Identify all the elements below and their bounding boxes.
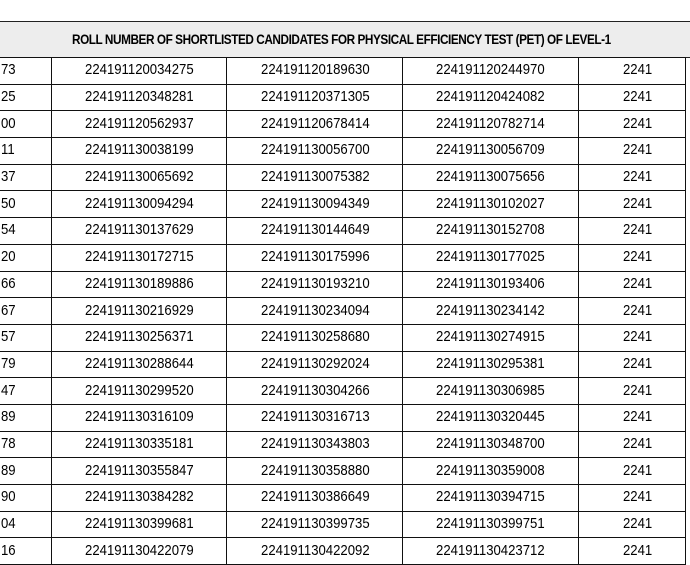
roll-number-cell xyxy=(227,164,403,191)
roll-number-cell xyxy=(227,404,403,431)
roll-number-cell xyxy=(0,111,52,138)
roll-number-text: 224191120244970 xyxy=(436,62,545,79)
roll-number-cell xyxy=(403,324,578,351)
roll-number-text: 20 xyxy=(1,249,16,266)
roll-number-cell xyxy=(403,351,578,378)
roll-number-text: 25 xyxy=(1,89,16,106)
roll-number-cell xyxy=(52,485,227,512)
table-row xyxy=(0,458,686,485)
roll-number-cell xyxy=(578,538,685,565)
roll-number-cell xyxy=(227,271,403,298)
roll-number-cell xyxy=(52,271,227,298)
roll-number-text: 50 xyxy=(1,195,16,212)
roll-number-text: 2241 xyxy=(622,302,652,319)
roll-number-text: 47 xyxy=(1,382,16,399)
roll-number-cell xyxy=(227,351,403,378)
table-row xyxy=(0,218,686,245)
table-row xyxy=(0,58,686,85)
roll-number-text: 224191130137629 xyxy=(85,222,194,239)
roll-number-cell xyxy=(0,538,52,565)
roll-number-text: 73 xyxy=(1,62,16,79)
roll-number-text: 224191130216929 xyxy=(85,302,194,319)
roll-number-text: 224191130193210 xyxy=(260,275,370,292)
roll-number-cell xyxy=(403,191,578,218)
roll-number-cell xyxy=(52,138,227,165)
roll-number-text: 224191130399735 xyxy=(260,516,370,533)
roll-number-cell xyxy=(227,298,403,325)
roll-number-cell xyxy=(578,404,685,431)
roll-number-cell xyxy=(403,244,578,271)
roll-number-text: 224191130175996 xyxy=(260,249,370,266)
roll-number-cell xyxy=(0,271,52,298)
roll-number-cell xyxy=(578,431,685,458)
roll-number-text: 2241 xyxy=(622,89,652,106)
roll-number-cell xyxy=(52,298,227,325)
roll-number-text: 224191130256371 xyxy=(85,329,194,346)
roll-number-text: 224191130316713 xyxy=(260,409,370,426)
roll-number-text: 224191130292024 xyxy=(260,355,370,372)
roll-number-text: 2241 xyxy=(622,435,652,452)
table-row xyxy=(0,271,686,298)
roll-number-text: 2241 xyxy=(622,462,652,479)
roll-number-text: 224191120782714 xyxy=(436,115,545,132)
roll-number-text: 224191130288644 xyxy=(85,355,194,372)
roll-number-text: 2241 xyxy=(622,142,652,159)
roll-number-text: 2241 xyxy=(622,329,652,346)
roll-number-text: 224191130094294 xyxy=(85,195,194,212)
roll-number-text: 224191120348281 xyxy=(85,89,194,106)
table-row xyxy=(0,511,686,538)
roll-number-text: 2241 xyxy=(622,115,652,132)
roll-number-cell xyxy=(52,351,227,378)
roll-number-cell xyxy=(52,404,227,431)
roll-number-cell xyxy=(227,511,403,538)
roll-number-cell xyxy=(578,58,685,85)
roll-number-cell xyxy=(0,298,52,325)
roll-number-cell xyxy=(52,458,227,485)
roll-number-cell xyxy=(52,511,227,538)
roll-number-cell xyxy=(403,164,578,191)
roll-number-text: 224191130304266 xyxy=(260,382,370,399)
table-row xyxy=(0,431,686,458)
roll-number-text: 224191130075382 xyxy=(260,169,370,186)
roll-number-text: 224191130234142 xyxy=(436,302,545,319)
roll-number-text: 2241 xyxy=(622,355,652,372)
table-row xyxy=(0,138,686,165)
roll-number-cell xyxy=(227,218,403,245)
roll-number-text: 67 xyxy=(1,302,16,319)
roll-number-cell xyxy=(403,218,578,245)
roll-number-text: 2241 xyxy=(622,489,652,506)
roll-number-cell xyxy=(52,538,227,565)
roll-number-text: 224191130384282 xyxy=(85,489,194,506)
roll-number-text: 11 xyxy=(1,142,15,159)
roll-number-text: 224191130177025 xyxy=(436,249,545,266)
roll-number-cell xyxy=(52,58,227,85)
roll-number-text: 2241 xyxy=(622,382,652,399)
roll-number-text: 224191130320445 xyxy=(436,409,545,426)
roll-number-cell xyxy=(0,485,52,512)
roll-number-text: 224191130152708 xyxy=(436,222,545,239)
roll-number-cell xyxy=(0,458,52,485)
roll-number-text: 66 xyxy=(1,275,16,292)
roll-number-text: 224191130258680 xyxy=(260,329,370,346)
roll-number-cell xyxy=(578,271,685,298)
roll-number-cell xyxy=(227,111,403,138)
roll-number-table xyxy=(0,57,686,565)
roll-number-text: 224191130343803 xyxy=(260,435,370,452)
roll-number-cell xyxy=(403,458,578,485)
roll-number-cell xyxy=(403,538,578,565)
roll-number-text: 2241 xyxy=(622,249,652,266)
roll-number-text: 224191130355847 xyxy=(85,462,194,479)
roll-number-cell xyxy=(0,431,52,458)
roll-number-text: 224191130038199 xyxy=(85,142,194,159)
roll-number-text: 224191120371305 xyxy=(260,89,370,106)
table-row xyxy=(0,84,686,111)
roll-number-cell xyxy=(578,111,685,138)
roll-number-text: 224191130274915 xyxy=(436,329,545,346)
roll-number-cell xyxy=(403,271,578,298)
roll-number-text: 224191130335181 xyxy=(85,435,194,452)
roll-number-cell xyxy=(0,164,52,191)
roll-number-cell xyxy=(578,378,685,405)
roll-number-cell xyxy=(52,218,227,245)
roll-number-cell xyxy=(227,485,403,512)
roll-number-cell xyxy=(227,458,403,485)
roll-number-text: 224191130075656 xyxy=(436,169,545,186)
table-header xyxy=(0,21,690,58)
roll-number-cell xyxy=(0,404,52,431)
roll-number-cell xyxy=(403,485,578,512)
roll-number-cell xyxy=(578,458,685,485)
roll-number-cell xyxy=(0,218,52,245)
roll-number-text: 224191120562937 xyxy=(85,115,194,132)
roll-number-cell xyxy=(403,404,578,431)
roll-number-cell xyxy=(0,58,52,85)
table-row xyxy=(0,378,686,405)
roll-number-text: 54 xyxy=(1,222,16,239)
roll-number-cell xyxy=(227,138,403,165)
roll-number-text: 224191130422079 xyxy=(85,542,194,559)
roll-number-cell xyxy=(578,351,685,378)
roll-number-text: 2241 xyxy=(622,62,652,79)
roll-number-text: 224191130399751 xyxy=(436,516,545,533)
table-row xyxy=(0,164,686,191)
roll-number-text: 2241 xyxy=(622,275,652,292)
roll-number-text: 224191130234094 xyxy=(260,302,370,319)
roll-number-text: 224191130399681 xyxy=(85,516,194,533)
roll-number-text: 224191120034275 xyxy=(85,62,194,79)
table-row xyxy=(0,404,686,431)
roll-number-text: 224191120678414 xyxy=(260,115,370,132)
roll-number-text: 224191130386649 xyxy=(260,489,370,506)
roll-number-text: 89 xyxy=(1,462,16,479)
table-row xyxy=(0,111,686,138)
roll-number-text: 224191130102027 xyxy=(436,195,545,212)
roll-number-cell xyxy=(52,244,227,271)
roll-number-cell xyxy=(227,191,403,218)
roll-number-cell xyxy=(0,244,52,271)
roll-number-cell xyxy=(578,244,685,271)
table-row xyxy=(0,351,686,378)
roll-number-cell xyxy=(0,351,52,378)
roll-number-cell xyxy=(403,138,578,165)
table-row xyxy=(0,298,686,325)
roll-number-cell xyxy=(227,324,403,351)
roll-number-cell xyxy=(52,84,227,111)
roll-number-text: 224191130094349 xyxy=(260,195,370,212)
roll-number-text: 224191130065692 xyxy=(85,169,194,186)
roll-number-cell xyxy=(403,511,578,538)
roll-number-cell xyxy=(403,298,578,325)
roll-number-text: 224191120189630 xyxy=(260,62,370,79)
table-row xyxy=(0,324,686,351)
roll-number-text: 2241 xyxy=(622,222,652,239)
roll-number-cell xyxy=(227,84,403,111)
roll-number-cell xyxy=(578,511,685,538)
roll-number-cell xyxy=(52,111,227,138)
roll-number-text: 224191130422092 xyxy=(260,542,370,559)
roll-number-text: 04 xyxy=(1,516,16,533)
roll-number-cell xyxy=(578,84,685,111)
roll-number-cell xyxy=(227,538,403,565)
roll-number-cell xyxy=(578,191,685,218)
roll-number-text: 224191130056700 xyxy=(260,142,370,159)
roll-number-cell xyxy=(227,378,403,405)
roll-number-cell xyxy=(52,431,227,458)
roll-number-cell xyxy=(0,378,52,405)
roll-number-text: 224191130358880 xyxy=(260,462,370,479)
roll-number-text: 224191130394715 xyxy=(436,489,545,506)
roll-number-cell xyxy=(578,164,685,191)
roll-number-text: 89 xyxy=(1,409,16,426)
roll-number-cell xyxy=(0,138,52,165)
roll-number-text: 00 xyxy=(1,115,16,132)
roll-number-cell xyxy=(578,218,685,245)
roll-number-text: 224191130423712 xyxy=(436,542,545,559)
roll-number-text: 224191130193406 xyxy=(436,275,545,292)
roll-number-text: 2241 xyxy=(622,169,652,186)
roll-number-cell xyxy=(578,485,685,512)
roll-number-cell xyxy=(403,431,578,458)
roll-number-cell xyxy=(52,378,227,405)
roll-number-cell xyxy=(52,191,227,218)
table-row xyxy=(0,485,686,512)
roll-number-text: 224191130172715 xyxy=(85,249,194,266)
roll-number-cell xyxy=(227,431,403,458)
roll-number-cell xyxy=(227,58,403,85)
roll-number-text: 224191120424082 xyxy=(436,89,545,106)
roll-number-cell xyxy=(52,324,227,351)
roll-number-cell xyxy=(52,164,227,191)
roll-number-text: 2241 xyxy=(622,542,652,559)
roll-number-text: 57 xyxy=(1,329,16,346)
roll-number-text: 78 xyxy=(1,435,16,452)
table-row xyxy=(0,538,686,565)
roll-number-text: 224191130056709 xyxy=(436,142,545,159)
roll-number-text: 224191130144649 xyxy=(260,222,370,239)
roll-number-text: 37 xyxy=(1,169,16,186)
roll-number-cell xyxy=(0,511,52,538)
roll-number-table-body xyxy=(0,58,686,565)
roll-number-cell xyxy=(578,298,685,325)
roll-number-cell xyxy=(0,191,52,218)
roll-number-cell xyxy=(403,111,578,138)
roll-number-text: 79 xyxy=(1,355,16,372)
roll-number-text: 2241 xyxy=(622,195,652,212)
roll-number-cell xyxy=(0,84,52,111)
roll-number-cell xyxy=(403,378,578,405)
roll-number-cell xyxy=(578,324,685,351)
page-title: ROLL NUMBER OF SHORTLISTED CANDIDATES FOR PHYSICAL EFFICIENCY TEST (PET) OF LEVEL-1 xyxy=(72,32,611,47)
roll-number-text: 224191130299520 xyxy=(85,382,194,399)
roll-number-text: 224191130306985 xyxy=(436,382,545,399)
roll-number-text: 224191130295381 xyxy=(436,355,545,372)
roll-number-cell xyxy=(403,84,578,111)
table-row xyxy=(0,244,686,271)
roll-number-cell xyxy=(227,244,403,271)
roll-number-text: 224191130348700 xyxy=(436,435,545,452)
roll-number-text: 16 xyxy=(1,542,16,559)
roll-number-text: 2241 xyxy=(622,409,652,426)
roll-number-text: 224191130316109 xyxy=(85,409,194,426)
roll-number-cell xyxy=(578,138,685,165)
roll-number-cell xyxy=(0,324,52,351)
table-row xyxy=(0,191,686,218)
roll-number-text: 90 xyxy=(1,489,16,506)
roll-number-text: 2241 xyxy=(622,516,652,533)
roll-number-cell xyxy=(403,58,578,85)
roll-number-text: 224191130359008 xyxy=(436,462,545,479)
roll-number-text: 224191130189886 xyxy=(85,275,194,292)
